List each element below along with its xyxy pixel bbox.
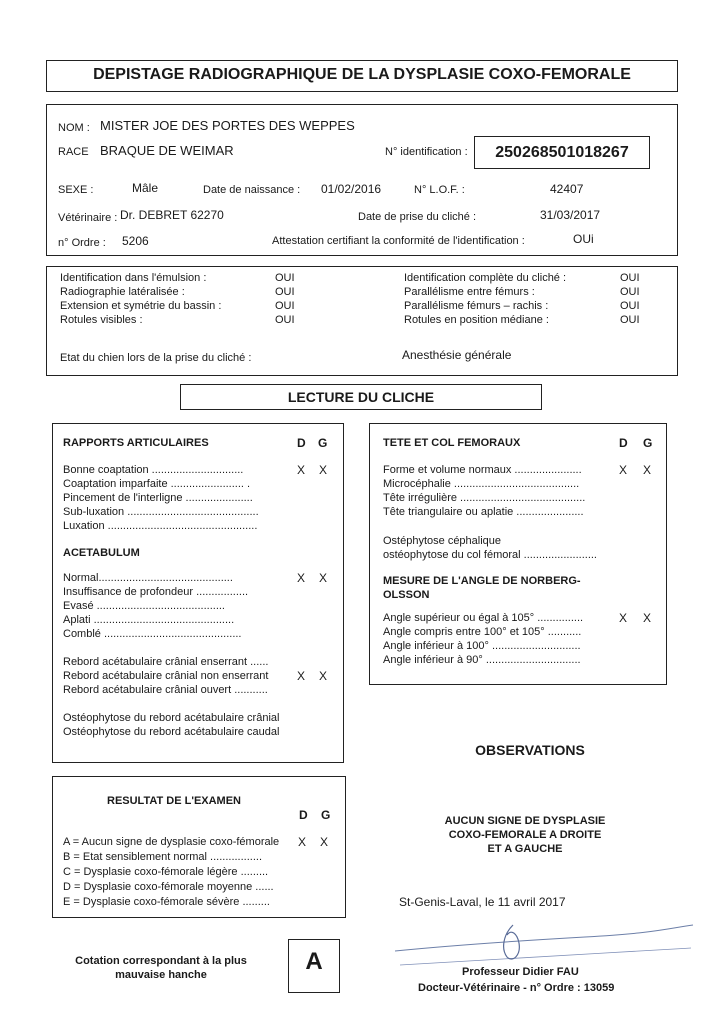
row-label: Luxation ................................................. bbox=[63, 520, 258, 532]
row-label: Rebord acétabulaire crânial enserrant ...... bbox=[63, 656, 269, 668]
row-label: Pincement de l'interligne ...................... bbox=[63, 492, 253, 504]
row-label: Microcéphalie ......................................... bbox=[383, 478, 580, 490]
row-label: Bonne coaptation .............................. bbox=[63, 464, 244, 476]
articulaires-g-header: G bbox=[318, 436, 328, 450]
row-label: Rebord acétabulaire crânial non enserrant bbox=[63, 670, 269, 682]
d-mark: X bbox=[619, 611, 628, 625]
acetabulum-title: ACETABULUM bbox=[63, 547, 140, 559]
cliche-label: Date de prise du cliché : bbox=[358, 211, 477, 223]
d-mark: X bbox=[619, 463, 628, 477]
lecture-title: LECTURE DU CLICHE bbox=[287, 389, 435, 405]
observations-line3: ET A GAUCHE bbox=[487, 843, 563, 855]
g-mark: X bbox=[320, 835, 329, 849]
vet-value: Dr. DEBRET 62270 bbox=[120, 208, 224, 222]
tete-osteo-row: Ostéphytose céphalique bbox=[383, 535, 502, 547]
sexe-label: SEXE : bbox=[58, 184, 94, 196]
g-mark: X bbox=[319, 571, 328, 585]
g-mark: X bbox=[643, 463, 652, 477]
row-label: B = Etat sensiblement normal ................. bbox=[63, 851, 262, 863]
row-label: Angle inférieur à 100° ............................. bbox=[383, 640, 581, 652]
check-right-label: Parallélisme entre fémurs : bbox=[404, 286, 535, 298]
observations-line1: AUCUN SIGNE DE DYSPLASIE bbox=[444, 815, 606, 827]
lof-label: N° L.O.F. : bbox=[414, 184, 465, 196]
signature-name: Professeur Didier FAU bbox=[462, 966, 579, 978]
resultat-g-header: G bbox=[321, 808, 331, 822]
check-right-value: OUI bbox=[620, 286, 640, 298]
etat-label: Etat du chien lors de la prise du cliché : bbox=[60, 352, 252, 364]
race-value: BRAQUE DE WEIMAR bbox=[100, 143, 234, 158]
lof-value: 42407 bbox=[550, 182, 584, 196]
check-left-label: Extension et symétrie du bassin : bbox=[60, 300, 222, 312]
row-label: Comblé ............................................. bbox=[63, 628, 242, 640]
page-title: DEPISTAGE RADIOGRAPHIQUE DE LA DYSPLASIE COXO-FEMORALE bbox=[93, 66, 631, 83]
naissance-value: 01/02/2016 bbox=[321, 182, 382, 196]
check-right-value: OUI bbox=[620, 300, 640, 312]
grade-value: A bbox=[305, 948, 323, 975]
check-left-label: Rotules visibles : bbox=[60, 314, 143, 326]
check-left-value: OUI bbox=[275, 314, 295, 326]
check-right-value: OUI bbox=[620, 272, 640, 284]
nom-label: NOM : bbox=[58, 122, 90, 134]
signature-title: Docteur-Vétérinaire - n° Ordre : 13059 bbox=[418, 982, 615, 994]
row-label: Angle compris entre 100° et 105° ........... bbox=[383, 626, 582, 638]
norberg-title: MESURE DE L'ANGLE DE NORBERG-OLSSON bbox=[383, 575, 581, 601]
row-label: Aplati .............................................. bbox=[63, 614, 235, 626]
vet-label: Vétérinaire : bbox=[58, 212, 118, 224]
osteo-row: Ostéophytose du rebord acétabulaire crânial bbox=[63, 712, 280, 724]
check-left-label: Radiographie latéralisée : bbox=[60, 286, 185, 298]
row-label: E = Dysplasie coxo-fémorale sévère ......... bbox=[63, 896, 270, 908]
race-label: RACE bbox=[58, 146, 89, 158]
row-label: Coaptation imparfaite ........................ . bbox=[63, 478, 251, 490]
ordre-label: n° Ordre : bbox=[58, 237, 106, 249]
attestation-label: Attestation certifiant la conformité de l'identification : bbox=[272, 235, 525, 247]
check-left-value: OUI bbox=[275, 272, 295, 284]
d-mark: X bbox=[298, 835, 307, 849]
check-right-label: Rotules en position médiane : bbox=[404, 314, 549, 326]
d-mark: X bbox=[297, 571, 306, 585]
g-mark: X bbox=[319, 463, 328, 477]
resultat-title: RESULTAT DE L'EXAMEN bbox=[107, 795, 242, 807]
tete-title: TETE ET COL FEMORAUX bbox=[383, 437, 521, 449]
g-mark: X bbox=[319, 669, 328, 683]
tete-osteo-row: ostéophytose du col fémoral ........................ bbox=[383, 549, 597, 561]
articulaires-title: RAPPORTS ARTICULAIRES bbox=[63, 437, 209, 449]
row-label: Insuffisance de profondeur ................. bbox=[63, 586, 249, 598]
check-left-value: OUI bbox=[275, 300, 295, 312]
osteo-row: Ostéophytose du rebord acétabulaire caudal bbox=[63, 726, 280, 738]
d-mark: X bbox=[297, 669, 306, 683]
row-label: D = Dysplasie coxo-fémorale moyenne ...... bbox=[63, 881, 274, 893]
d-mark: X bbox=[297, 463, 306, 477]
resultat-d-header: D bbox=[299, 808, 308, 822]
articulaires-d-header: D bbox=[297, 436, 306, 450]
ordre-value: 5206 bbox=[122, 234, 149, 248]
check-left-label: Identification dans l'émulsion : bbox=[60, 272, 207, 284]
place-date: St-Genis-Laval, le 11 avril 2017 bbox=[399, 895, 566, 909]
check-right-value: OUI bbox=[620, 314, 640, 326]
id-value: 250268501018267 bbox=[495, 144, 629, 161]
attestation-value: OUi bbox=[573, 232, 594, 246]
cotation-line2: mauvaise hanche bbox=[115, 969, 207, 981]
g-mark: X bbox=[643, 611, 652, 625]
naissance-label: Date de naissance : bbox=[203, 184, 301, 196]
cliche-value: 31/03/2017 bbox=[540, 208, 601, 222]
tete-d-header: D bbox=[619, 436, 628, 450]
tete-g-header: G bbox=[643, 436, 653, 450]
row-label: C = Dysplasie coxo-fémorale légère ......... bbox=[63, 866, 269, 878]
observations-title: OBSERVATIONS bbox=[475, 742, 585, 758]
row-label: Sub-luxation ........................................... bbox=[63, 506, 259, 518]
row-label: Tête triangulaire ou aplatie ...................... bbox=[383, 506, 584, 518]
row-label: Angle inférieur à 90° ............................... bbox=[383, 654, 581, 666]
observations-line2: COXO-FEMORALE A DROITE bbox=[448, 829, 602, 841]
cotation-line1: Cotation correspondant à la plus bbox=[75, 955, 247, 967]
row-label: Angle supérieur ou égal à 105° ............... bbox=[383, 612, 584, 624]
row-label: Forme et volume normaux ...................... bbox=[383, 464, 582, 476]
row-label: Normal............................................ bbox=[63, 572, 233, 584]
etat-value: Anesthésie générale bbox=[402, 348, 512, 362]
id-label: N° identification : bbox=[385, 146, 468, 158]
row-label: Tête irrégulière ......................................... bbox=[383, 492, 586, 504]
check-right-label: Parallélisme fémurs – rachis : bbox=[404, 300, 549, 312]
row-label: A = Aucun signe de dysplasie coxo-fémorale bbox=[63, 836, 280, 848]
nom-value: MISTER JOE DES PORTES DES WEPPES bbox=[100, 118, 355, 133]
row-label: Evasé .......................................... bbox=[63, 600, 225, 612]
sexe-value: Mâle bbox=[132, 181, 159, 195]
check-right-label: Identification complète du cliché : bbox=[404, 272, 567, 284]
check-left-value: OUI bbox=[275, 286, 295, 298]
row-label: Rebord acétabulaire crânial ouvert ........... bbox=[63, 684, 268, 696]
